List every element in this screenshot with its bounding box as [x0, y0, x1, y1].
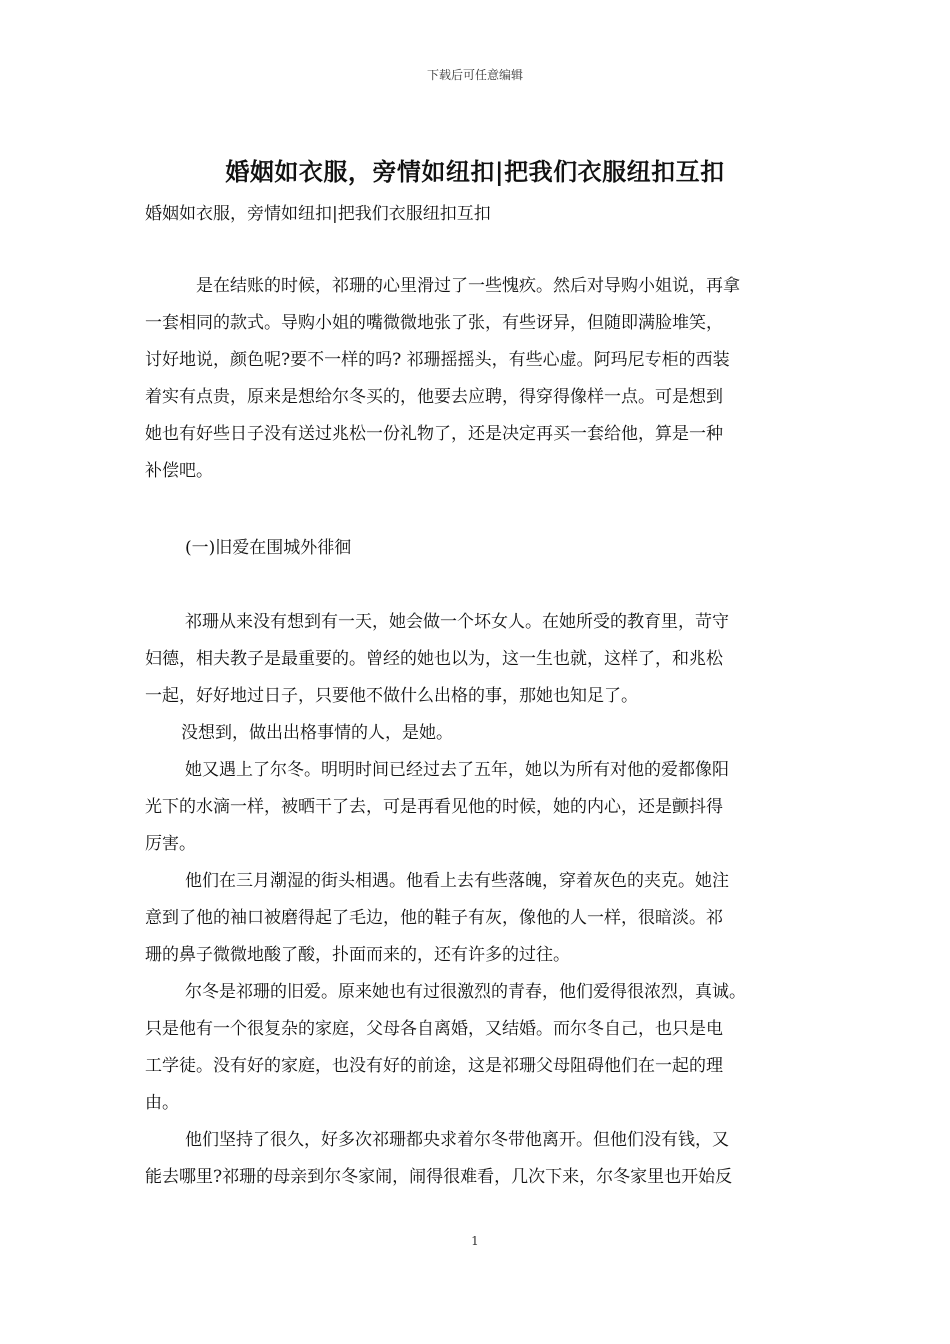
document-title: 婚姻如衣服，旁情如纽扣|把我们衣服纽扣互扣 — [225, 157, 725, 186]
paragraph-4 — [145, 715, 813, 752]
text-line: 光下的水滴一样，被晒干了去，可是再看见他的时候，她的内心，还是颤抖得 — [145, 797, 723, 817]
text-line: 是在结账的时候，祁珊的心里滑过了一些愧疚。然后对导购小姐说，再拿 — [179, 276, 740, 296]
text-line: 她又遇上了尔冬。明明时间已经过去了五年，她以为所有对他的爱都像阳 — [185, 760, 729, 780]
paragraph-1 — [145, 268, 813, 490]
text-line: 一起，好好地过日子，只要他不做什么出格的事，那她也知足了。 — [145, 686, 638, 706]
text-line: 妇德，相夫教子是最重要的。曾经的她也以为，这一生也就，这样了，和兆松 — [145, 649, 723, 669]
text-line: 只是他有一个很复杂的家庭，父母各自离婚，又结婚。而尔冬自己，也只是电 — [145, 1019, 723, 1039]
text-line: 她也有好些日子没有送过兆松一份礼物了，还是决定再买一套给他，算是一种 — [145, 424, 723, 444]
page-number: 1 — [471, 1234, 479, 1248]
document-subtitle: 婚姻如衣服，旁情如纽扣|把我们衣服纽扣互扣 — [145, 204, 491, 224]
text-line: 没想到，做出出格事情的人，是她。 — [181, 723, 453, 743]
section-heading-text: (一)旧爱在围城外徘徊 — [185, 538, 352, 558]
text-line: 祁珊从来没有想到有一天，她会做一个坏女人。在她所受的教育里，苛守 — [185, 612, 729, 632]
text-line: 尔冬是祁珊的旧爱。原来她也有过很激烈的青春，他们爱得很浓烈，真诚。 — [185, 982, 746, 1002]
paragraph-7 — [145, 974, 813, 1122]
paragraph-5 — [145, 752, 813, 863]
text-line: 讨好地说，颜色呢?要不一样的吗? 祁珊摇摇头，有些心虚。阿玛尼专柜的西装 — [145, 350, 730, 370]
paragraph-8 — [145, 1122, 813, 1196]
page-header-note: 下载后可任意编辑 — [426, 68, 523, 82]
paragraph-6 — [145, 863, 813, 974]
text-line: 他们在三月潮湿的街头相遇。他看上去有些落魄，穿着灰色的夹克。她注 — [185, 871, 729, 891]
text-line: 一套相同的款式。导购小姐的嘴微微地张了张，有些讶异，但随即满脸堆笑， — [145, 313, 723, 333]
paragraph-3 — [145, 604, 813, 715]
section-heading — [145, 530, 813, 567]
text-line: 意到了他的袖口被磨得起了毛边，他的鞋子有灰，像他的人一样，很暗淡。祁 — [145, 908, 723, 928]
text-line: 着实有点贵，原来是想给尔冬买的，他要去应聘，得穿得像样一点。可是想到 — [145, 387, 723, 407]
text-line: 工学徒。没有好的家庭，也没有好的前途，这是祁珊父母阻碍他们在一起的理 — [145, 1056, 723, 1076]
text-line: 厉害。 — [145, 834, 196, 854]
text-line: 他们坚持了很久，好多次祁珊都央求着尔冬带他离开。但他们没有钱，又 — [185, 1130, 729, 1150]
text-line: 补偿吧。 — [145, 461, 213, 481]
text-line: 珊的鼻子微微地酸了酸，扑面而来的，还有许多的过往。 — [145, 945, 570, 965]
text-line: 能去哪里?祁珊的母亲到尔冬家闹，闹得很难看，几次下来，尔冬家里也开始反 — [145, 1167, 733, 1187]
text-line: 由。 — [145, 1093, 179, 1113]
